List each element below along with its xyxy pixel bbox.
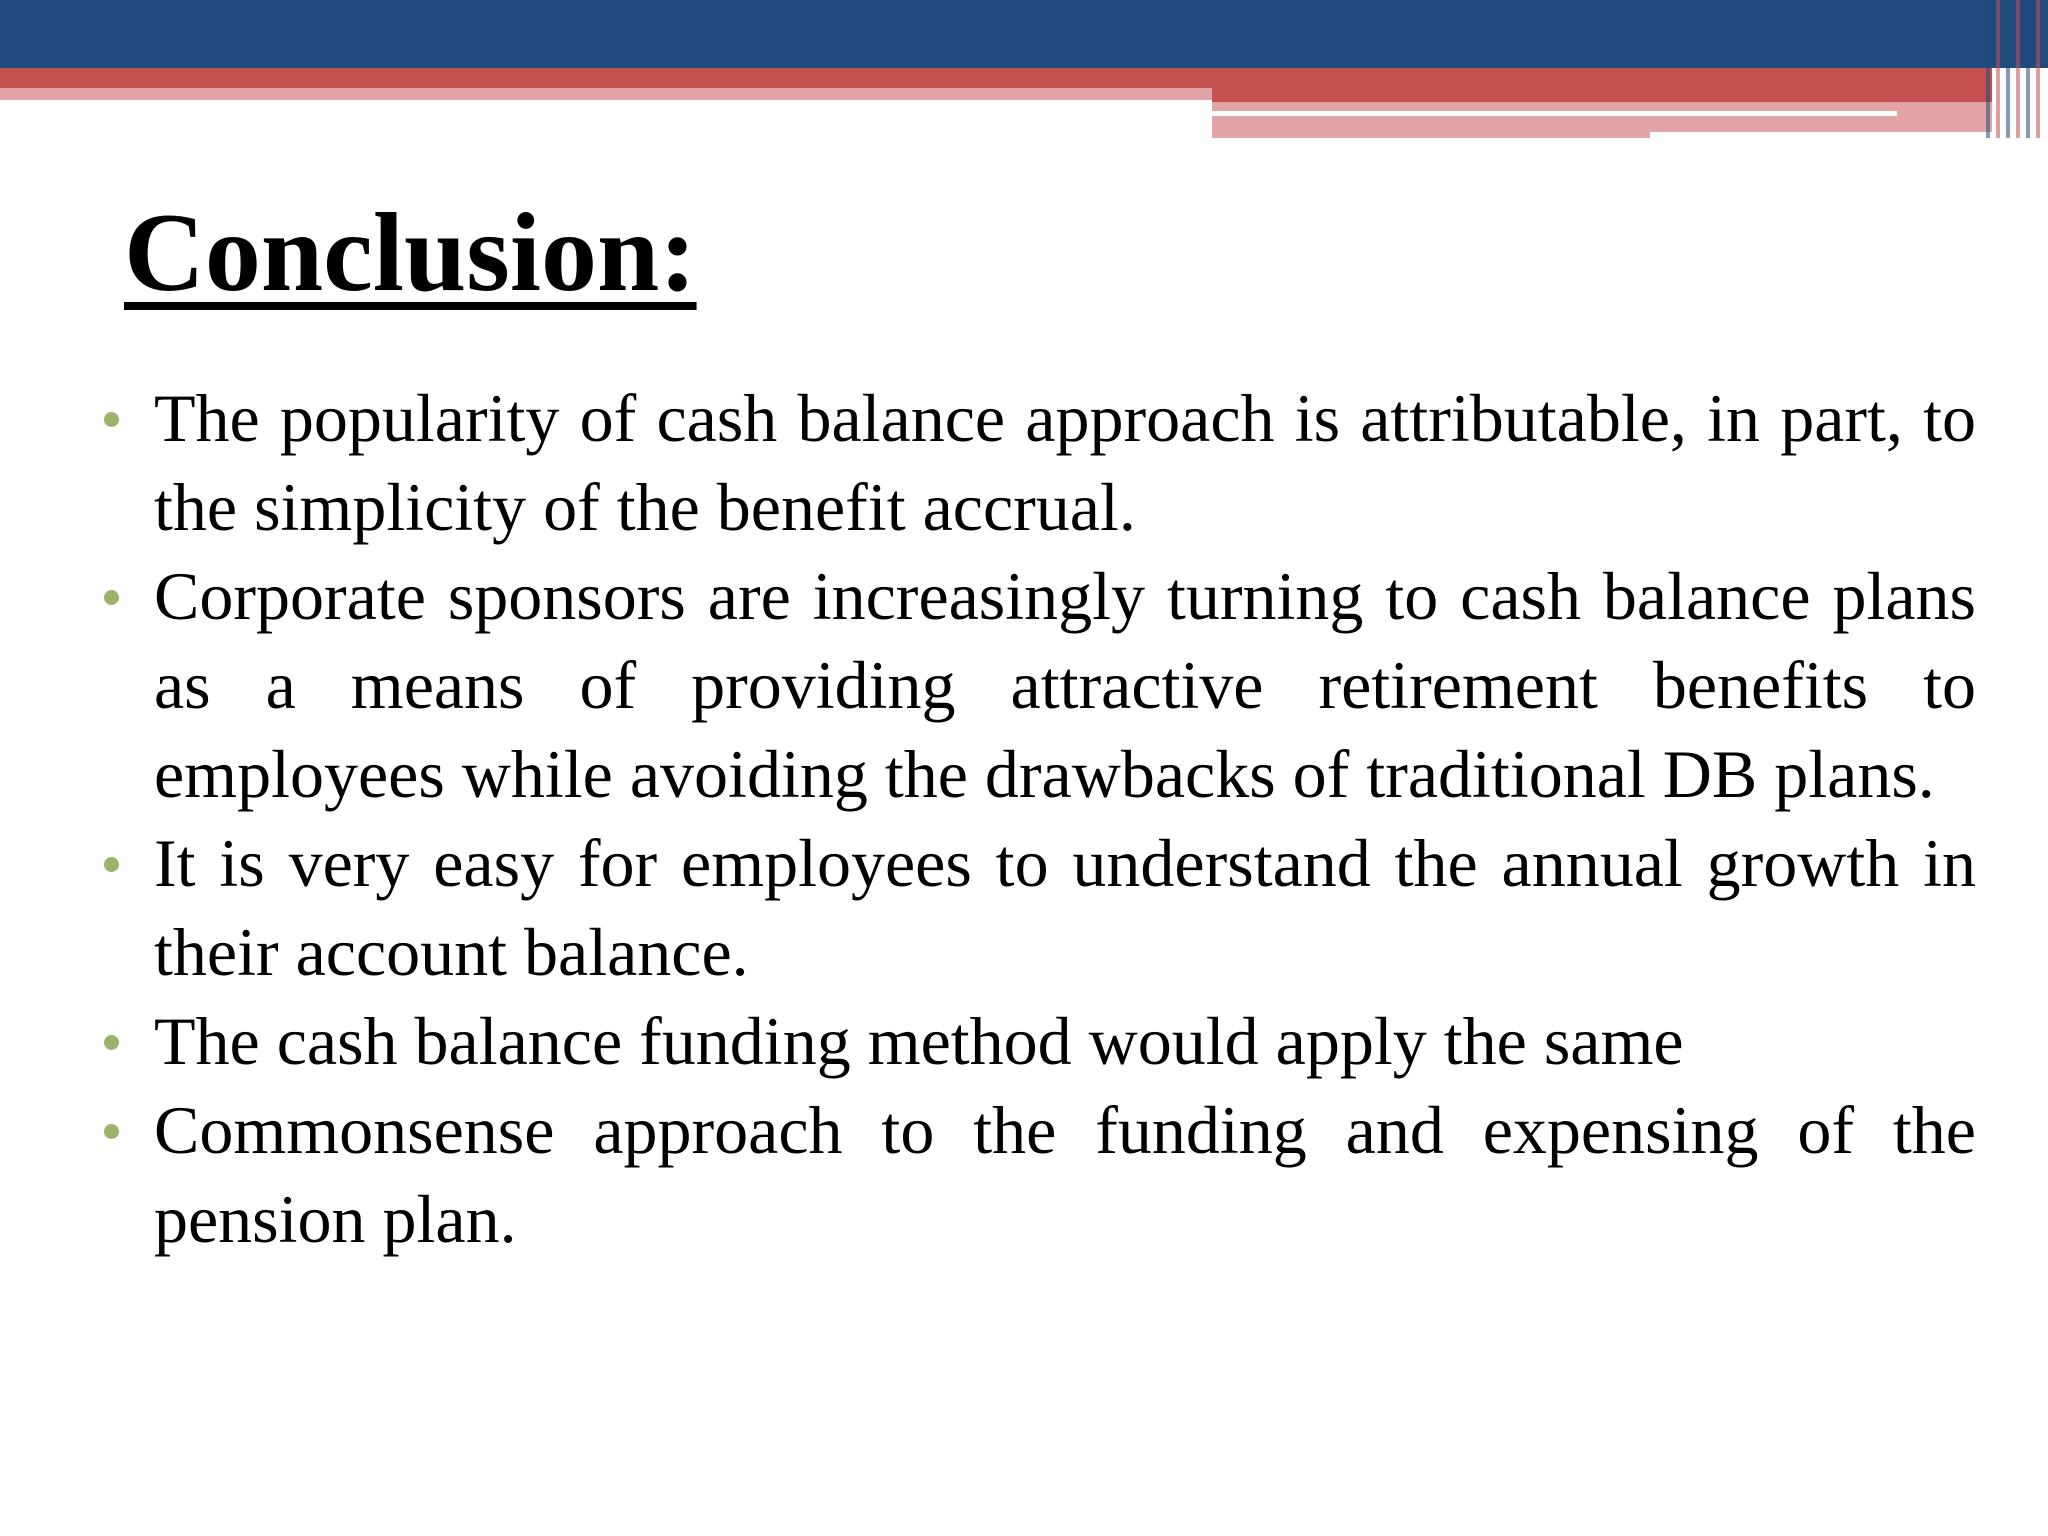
header-blue-band — [0, 0, 2048, 68]
corner-stripe — [2026, 0, 2030, 138]
bullet-text: The cash balance funding method would apply the same — [154, 1003, 1684, 1079]
bullet-text: Commonsense approach to the funding and expensing of the pension plan. — [154, 1092, 1976, 1257]
bullet-dot-icon — [104, 412, 119, 427]
bullet-list — [98, 374, 1976, 1264]
corner-stripe — [1996, 0, 2000, 138]
header-pink-band-left — [0, 88, 1212, 100]
bullet-dot-icon — [104, 857, 119, 872]
bullet-item — [98, 819, 1976, 997]
slide-title: Conclusion: — [124, 191, 697, 315]
bullet-item — [98, 997, 1976, 1086]
header-red-band-left — [0, 68, 1212, 88]
corner-stripe — [2016, 0, 2020, 138]
corner-stripe — [1986, 0, 1990, 138]
bullet-text: Corporate sponsors are increasingly turning to cash balance plans as a means of providing attractive retirement benefits to employees while avoiding the drawbacks of traditional DB plans. — [154, 558, 1976, 812]
header-corner-stripes — [1982, 0, 2048, 138]
bullet-dot-icon — [104, 1124, 119, 1139]
bullet-text: It is very easy for employees to understand the annual growth in their account balance. — [154, 825, 1976, 990]
header-white-rule — [1212, 111, 1897, 116]
bullet-dot-icon — [104, 590, 119, 605]
corner-stripe — [2036, 0, 2040, 138]
bullet-item — [98, 1086, 1976, 1264]
bullet-text: The popularity of cash balance approach is attributable, in part, to the simplicity of the benefit accrual. — [154, 380, 1976, 545]
corner-stripe — [2006, 0, 2010, 138]
header-white-gap — [1650, 132, 1992, 138]
bullet-item — [98, 374, 1976, 552]
bullet-dot-icon — [104, 1035, 119, 1050]
bullet-item — [98, 552, 1976, 819]
header-red-band-right — [1212, 68, 1992, 102]
